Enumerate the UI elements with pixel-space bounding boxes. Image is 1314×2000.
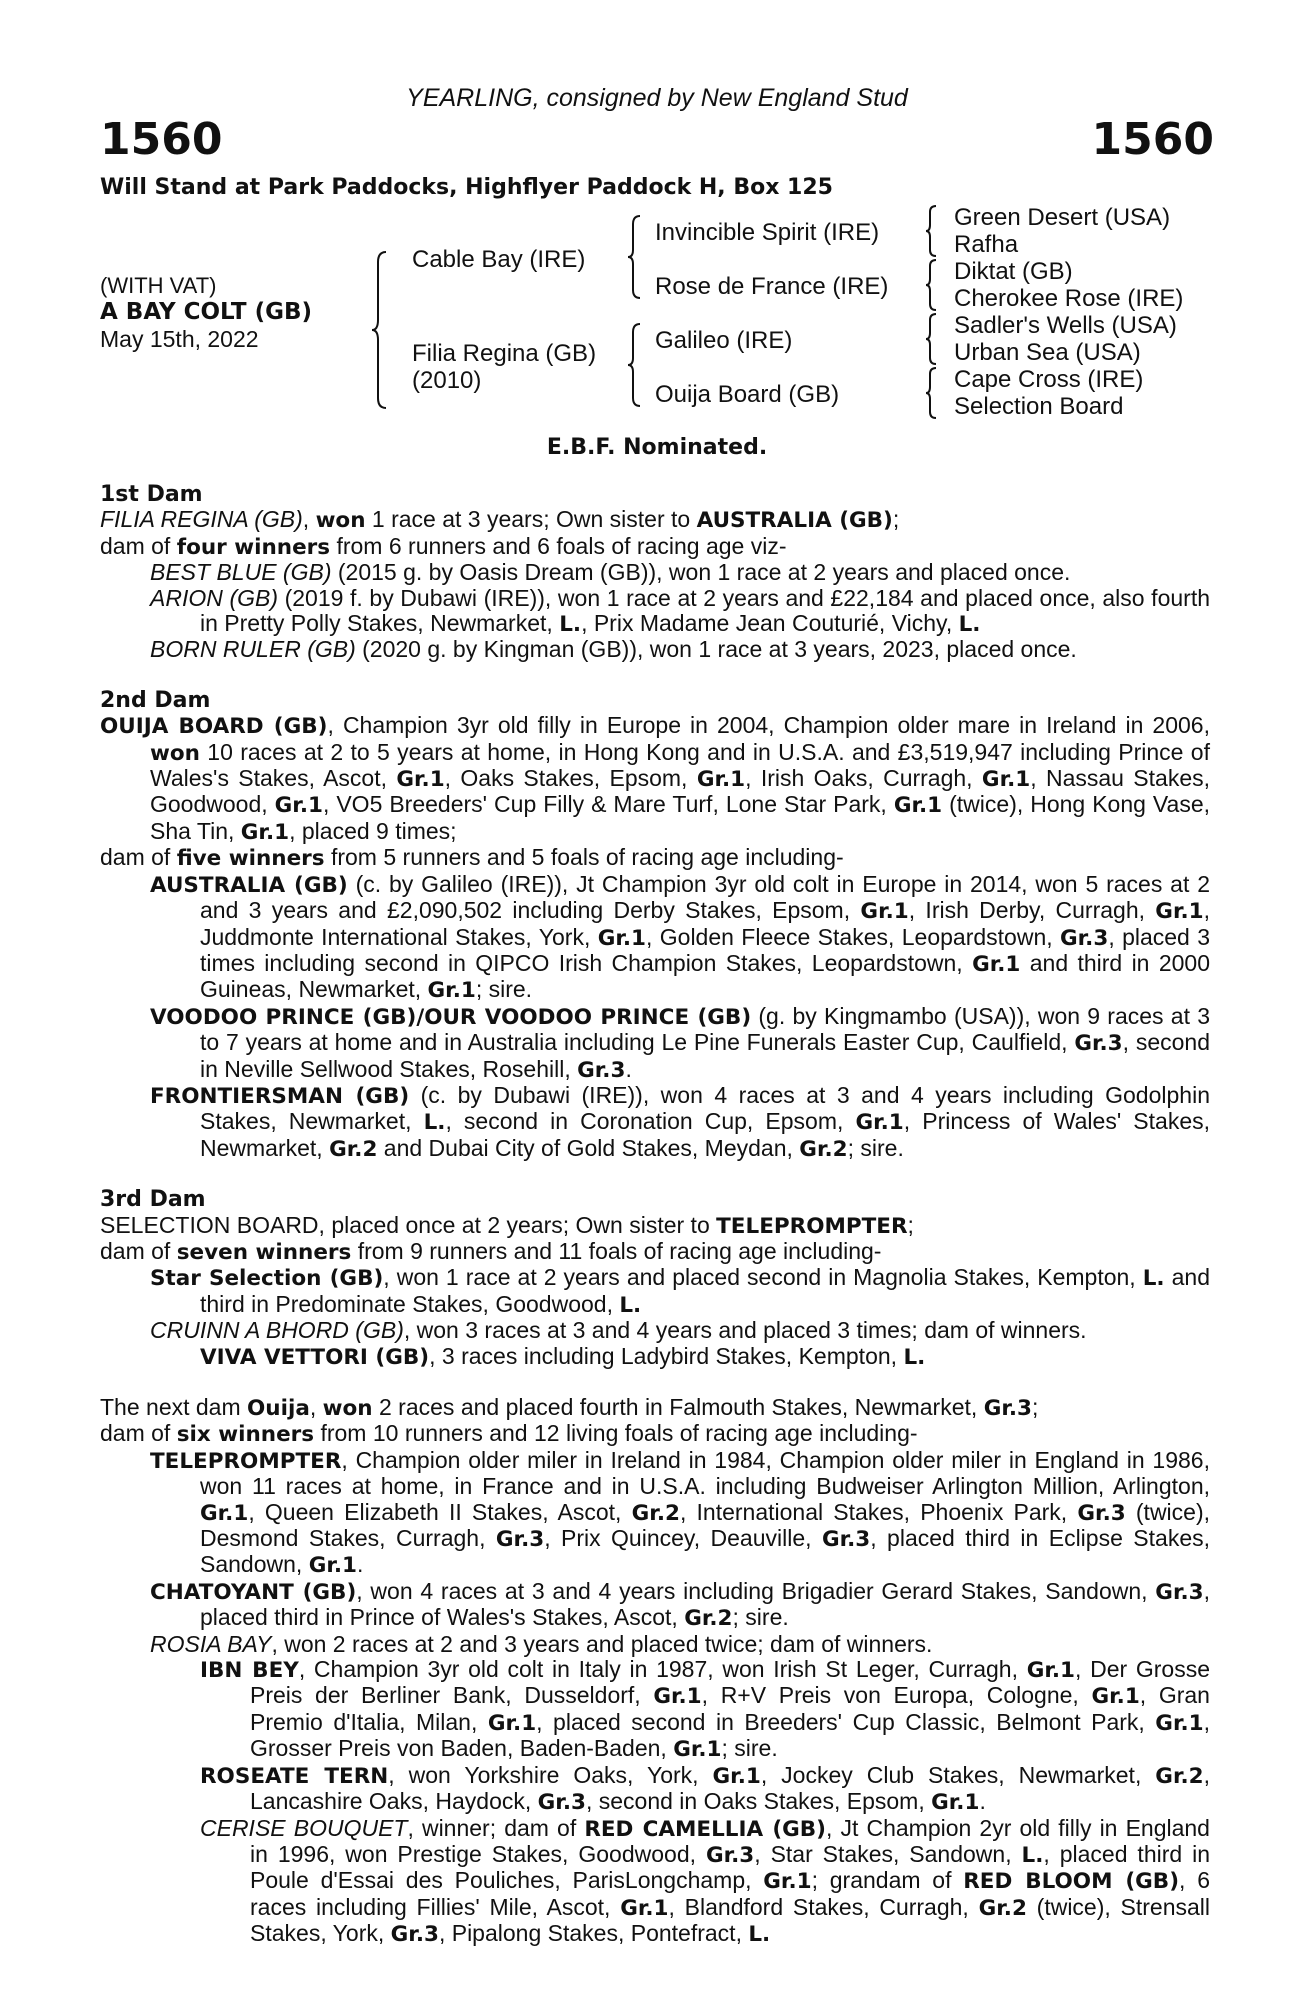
list-item: ARION (GB) (2019 f. by Dubawi (IRE)), won 1 race at 2 years and £22,184 and placed once, also fourth in Pretty Polly Stakes, Newmarket, L., Prix Madame Jean Couturié, Vichy, L.	[150, 584, 1210, 638]
sire-dam: Rose de France (IRE)	[655, 273, 889, 300]
second-dam-heading: 2nd Dam	[100, 687, 211, 713]
horse-name: A BAY COLT (GB)	[100, 299, 313, 325]
list-item: CRUINN A BHORD (GB), won 3 races at 3 and 4 years and placed 3 times; dam of winners.	[150, 1317, 1087, 1344]
third-dam-heading: 3rd Dam	[100, 1187, 206, 1213]
pedigree-brace-g1	[924, 204, 940, 258]
list-item: VOODOO PRINCE (GB)/OUR VOODOO PRINCE (GB) (g. by Kingmambo (USA)), won 9 races at 3 to 7 years at home and in Australia including Le Pine Funerals Easter Cup, Caulfield, Gr.3, second in Neville Sellwood Stakes, Rosehill, Gr.3.	[150, 1002, 1211, 1083]
dam: Filia Regina (GB)	[412, 340, 597, 367]
pedigree-brace-sire	[626, 214, 644, 300]
second-dam-entry: OUIJA BOARD (GB), Champion 3yr old filly in Europe in 2004, Champion older mare in Ireland in 2006, won 10 races at 2 to 5 years at home, in Hong Kong and in U.S.A. and £3,519,947 including Prince of Wales's Stakes, Ascot, Gr.1, Oaks Stakes, Epsom, Gr.1, Irish Oaks, Curragh, Gr.1, Nassau Stakes, Goodwood, Gr.1, VO5 Breeders' Cup Filly & Mare Turf, Lone Star Park, Gr.1 (twice), Hong Kong Vase, Sha Tin, Gr.1, placed 9 times;	[100, 712, 1211, 845]
ancestor-4: Cherokee Rose (IRE)	[954, 285, 1184, 312]
ancestor-5: Sadler's Wells (USA)	[954, 312, 1177, 339]
list-item: ROSIA BAY, won 2 races at 2 and 3 years and placed twice; dam of winners.	[150, 1630, 933, 1657]
third-dam-produce-intro: dam of seven winners from 9 runners and 11 foals of racing age including-	[100, 1237, 882, 1265]
pedigree-brace-g3	[924, 312, 940, 366]
foaling-date: May 15th, 2022	[100, 326, 259, 352]
sire-sire: Invincible Spirit (IRE)	[655, 219, 880, 246]
lot-number-left: 1560	[100, 114, 223, 165]
lot-number-right: 1560	[1091, 114, 1214, 165]
pedigree-brace-g4	[924, 366, 940, 420]
ancestor-8: Selection Board	[954, 393, 1124, 420]
list-item: Star Selection (GB), won 1 race at 2 years and placed second in Magnolia Stakes, Kempton, L. and third in Predominate Stakes, Goodwood, L.	[150, 1264, 1210, 1318]
pedigree-brace-dam	[626, 322, 644, 408]
third-dam-entry: SELECTION BOARD, placed once at 2 years; Own sister to TELEPROMPTER;	[100, 1211, 914, 1239]
list-item: BORN RULER (GB) (2020 g. by Kingman (GB)), won 1 race at 3 years, 2023, placed once.	[150, 636, 1077, 663]
dam-year: (2010)	[412, 367, 482, 394]
list-item: ROSEATE TERN, won Yorkshire Oaks, York, Gr.1, Jockey Club Stakes, Newmarket, Gr.2, Lancashire Oaks, Haydock, Gr.3, second in Oaks Stakes, Epsom, Gr.1.	[200, 1761, 1210, 1816]
list-item: AUSTRALIA (GB) (c. by Galileo (IRE)), Jt Champion 3yr old colt in Europe in 2014, won 5 races at 2 and 3 years and £2,090,502 including Derby Stakes, Epsom, Gr.1, Irish Derby, Curragh, Gr.1, Juddmonte International Stakes, York, Gr.1, Golden Fleece Stakes, Leopardstown, Gr.3, placed 3 times including second in QIPCO Irish Champion Stakes, Leopardstown, Gr.1 and third in 2000 Guineas, Newmarket, Gr.1; sire.	[150, 870, 1211, 1004]
ancestor-1: Green Desert (USA)	[954, 204, 1171, 231]
first-dam-heading: 1st Dam	[100, 482, 203, 507]
list-item: CERISE BOUQUET, winner; dam of RED CAMELLIA (GB), Jt Champion 2yr old filly in England in 1996, won Prestige Stakes, Goodwood, Gr.3, Star Stakes, Sandown, L., placed third in Poule d'Essai des Pouliches, ParisLongchamp, Gr.1; grandam of RED BLOOM (GB), 6 races including Fillies' Mile, Ascot, Gr.1, Blandford Stakes, Curragh, Gr.2 (twice), Strensall Stakes, York, Gr.3, Pipalong Stakes, Pontefract, L.	[200, 1814, 1211, 1948]
pedigree-brace-g2	[924, 258, 940, 312]
pedigree-brace-main	[370, 250, 390, 410]
catalogue-body	[100, 482, 1210, 1948]
list-item: BEST BLUE (GB) (2015 g. by Oasis Dream (GB)), won 1 race at 2 years and placed once.	[150, 559, 1071, 586]
list-item: FRONTIERSMAN (GB) (c. by Dubawi (IRE)), won 4 races at 3 and 4 years including Godolphin Stakes, Newmarket, L., second in Coronation Cup, Epsom, Gr.1, Princess of Wales' Stakes, Newmarket, Gr.2 and Dubai City of Gold Stakes, Meydan, Gr.2; sire.	[150, 1081, 1210, 1162]
ebf-nomination: E.B.F. Nominated.	[546, 435, 768, 460]
stand-location: Will Stand at Park Paddocks, Highflyer Paddock H, Box 125	[100, 175, 833, 200]
consignment-line: YEARLING, consigned by New England Stud	[406, 84, 908, 112]
ancestor-6: Urban Sea (USA)	[954, 339, 1141, 366]
dam-dam: Ouija Board (GB)	[655, 381, 840, 408]
first-dam-entry: FILIA REGINA (GB), won 1 race at 3 years; Own sister to AUSTRALIA (GB);	[100, 506, 900, 534]
ancestor-7: Cape Cross (IRE)	[954, 366, 1144, 393]
second-dam-produce-intro: dam of five winners from 5 runners and 5 foals of racing age including-	[100, 844, 844, 872]
list-item: VIVA VETTORI (GB), 3 races including Ladybird Stakes, Kempton, L.	[200, 1342, 926, 1370]
ancestor-3: Diktat (GB)	[954, 258, 1073, 285]
fourth-dam-entry: The next dam Ouija, won 2 races and placed fourth in Falmouth Stakes, Newmarket, Gr.3;	[100, 1394, 1039, 1421]
first-dam-produce-intro: dam of four winners from 6 runners and 6 foals of racing age viz-	[100, 532, 787, 560]
sire: Cable Bay (IRE)	[412, 246, 586, 273]
dam-sire: Galileo (IRE)	[655, 327, 793, 354]
list-item: IBN BEY, Champion 3yr old colt in Italy in 1987, won Irish St Leger, Curragh, Gr.1, Der Grosse Preis der Berliner Bank, Dusseldorf, Gr.1, R+V Preis von Europa, Cologne, Gr.1, Gran Premio d'Italia, Milan, Gr.1, placed second in Breeders' Cup Classic, Belmont Park, Gr.1, Grosser Preis von Baden, Baden-Baden, Gr.1; sire.	[200, 1656, 1210, 1763]
ancestor-2: Rafha	[954, 231, 1019, 258]
list-item: CHATOYANT (GB), won 4 races at 3 and 4 years including Brigadier Gerard Stakes, Sandown, Gr.3, placed third in Prince of Wales's Stakes, Ascot, Gr.2; sire.	[150, 1577, 1210, 1632]
vat-note: (WITH VAT)	[100, 273, 217, 298]
list-item: TELEPROMPTER, Champion older miler in Ireland in 1984, Champion older miler in England in 1986, won 11 races at home, in France and in U.S.A. including Budweiser Arlington Million, Arlington, Gr.1, Queen Elizabeth II Stakes, Ascot, Gr.2, International Stakes, Phoenix Park, Gr.3 (twice), Desmond Stakes, Curragh, Gr.3, Prix Quincey, Deauville, Gr.3, placed third in Eclipse Stakes, Sandown, Gr.1.	[150, 1446, 1211, 1579]
fourth-dam-produce-intro: dam of six winners from 10 runners and 12 living foals of racing age including-	[100, 1420, 918, 1448]
